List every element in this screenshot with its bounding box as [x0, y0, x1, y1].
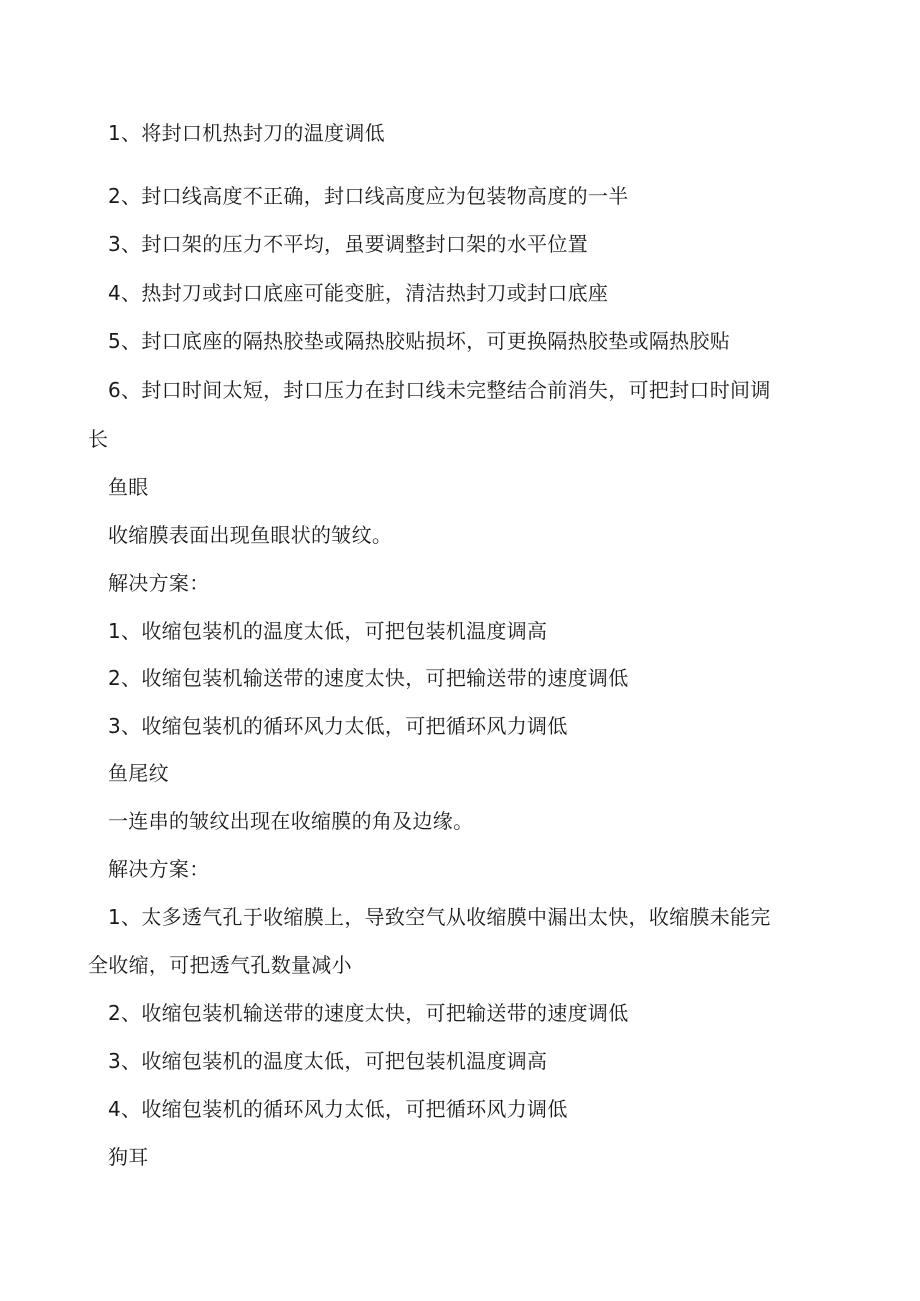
solution-label: 解决方案： [108, 571, 210, 595]
section-heading: 鱼眼 [108, 475, 149, 499]
list-item: 3、收缩包装机的温度太低，可把包装机温度调高 [108, 1049, 548, 1073]
list-item: 1、将封口机热封刀的温度调低 [108, 121, 385, 145]
section-description: 一连串的皱纹出现在收缩膜的角及边缘。 [108, 809, 474, 833]
list-item: 1、太多透气孔于收缩膜上，导致空气从收缩膜中漏出太快，收缩膜未能完 [108, 905, 771, 929]
list-item-continuation: 全收缩，可把透气孔数量减小 [88, 953, 352, 977]
list-item: 5、封口底座的隔热胶垫或隔热胶贴损坏，可更换隔热胶垫或隔热胶贴 [108, 329, 731, 353]
list-item: 6、封口时间太短，封口压力在封口线未完整结合前消失，可把封口时间调 [108, 378, 771, 402]
list-item: 4、热封刀或封口底座可能变脏，清洁热封刀或封口底座 [108, 281, 609, 305]
list-item-continuation: 长 [88, 427, 109, 451]
list-item: 2、收缩包装机输送带的速度太快，可把输送带的速度调低 [108, 666, 629, 690]
list-item: 2、封口线高度不正确，封口线高度应为包装物高度的一半 [108, 184, 629, 208]
list-item: 3、封口架的压力不平均，虽要调整封口架的水平位置 [108, 232, 588, 256]
section-heading: 狗耳 [108, 1145, 149, 1169]
solution-label: 解决方案： [108, 857, 210, 881]
section-description: 收缩膜表面出现鱼眼状的皱纹。 [108, 523, 393, 547]
list-item: 3、收缩包装机的循环风力太低，可把循环风力调低 [108, 714, 568, 738]
list-item: 1、收缩包装机的温度太低，可把包装机温度调高 [108, 619, 548, 643]
list-item: 4、收缩包装机的循环风力太低，可把循环风力调低 [108, 1097, 568, 1121]
section-heading: 鱼尾纹 [108, 761, 169, 785]
list-item: 2、收缩包装机输送带的速度太快，可把输送带的速度调低 [108, 1001, 629, 1025]
